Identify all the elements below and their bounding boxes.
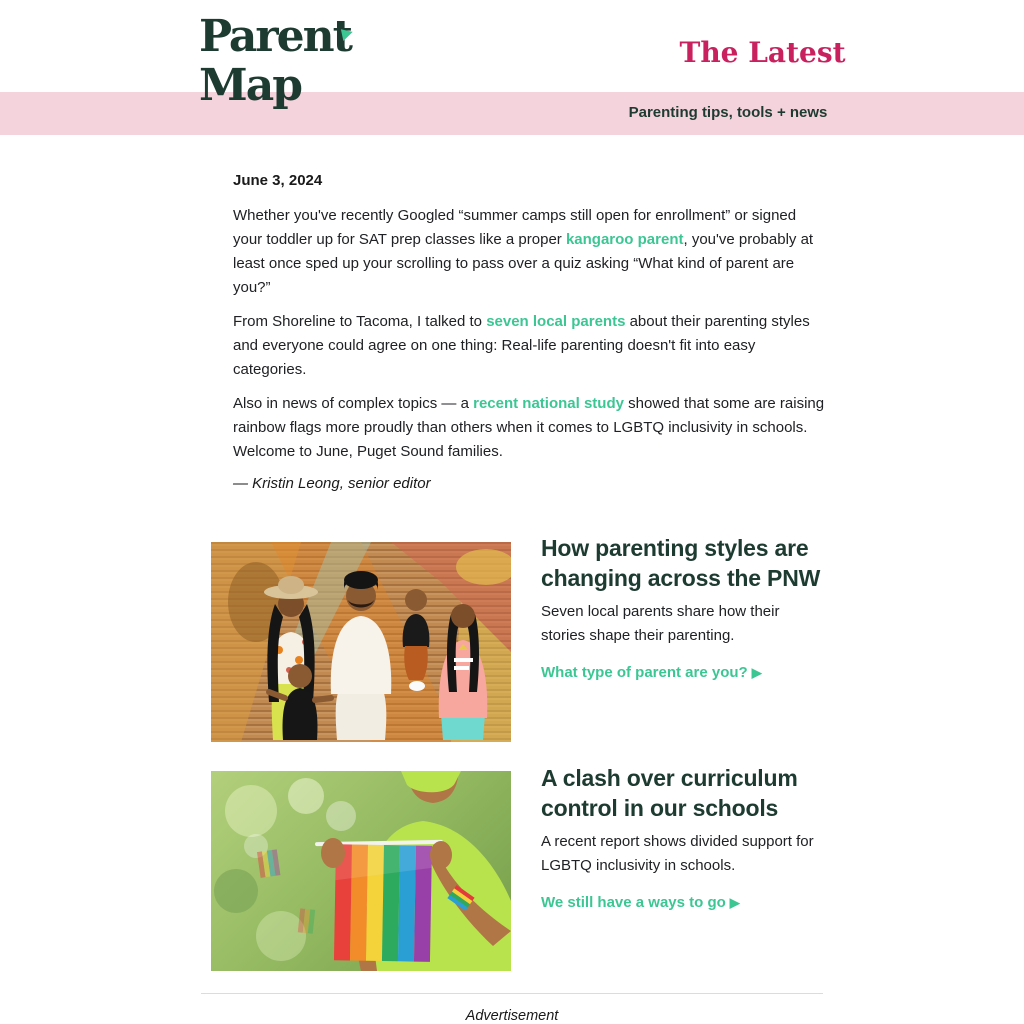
article-2-image-link[interactable] [211, 771, 511, 971]
logo-word-map: Map [199, 60, 301, 111]
logo-word-parent: Parent [199, 11, 351, 62]
text-segment: Also in news of complex topics — a [233, 395, 474, 412]
play-arrow-icon: ▶ [729, 895, 740, 910]
article-2-title[interactable]: A clash over curriculum control in our schools [541, 765, 798, 821]
article-2-cta-link[interactable] [541, 894, 740, 911]
intro-paragraph-3 [233, 392, 825, 464]
advertisement-label: Advertisement [465, 1008, 559, 1024]
text-segment: Whether you've recently Googled “summer camps still open for enrollment” or signed your toddler up for SAT prep classes like a proper [233, 207, 797, 248]
play-arrow-icon: ▶ [751, 665, 762, 680]
article-1-title[interactable]: How parenting styles are changing across the PNW [541, 535, 821, 591]
inline-text-link[interactable]: seven local parents [486, 313, 626, 330]
article-1-cta-link[interactable] [541, 664, 762, 681]
intro-paragraph-1 [233, 204, 825, 300]
family-photo-illustration [211, 542, 511, 742]
inline-text-link[interactable]: recent national study [473, 395, 624, 412]
article-1-cta-text: What type of parent are you? [541, 664, 748, 681]
inline-text-link[interactable]: kangaroo parent [565, 231, 684, 248]
text-segment: , you've probably at least once sped up your scrolling to pass over a quiz asking “What kind of parent are you?” [233, 231, 814, 296]
article-1-image-link[interactable] [211, 542, 511, 742]
text-segment: showed that some are raising rainbow flags more proudly than others when it comes to LGBTQ inclusivity in schools. Welcome to June, Puget Sound families. [233, 395, 825, 460]
text-segment: From Shoreline to Tacoma, I talked to [233, 313, 487, 330]
article-1-description: Seven local parents share how their stories shape their parenting. [541, 603, 780, 644]
newsletter-title: The Latest [679, 36, 846, 69]
pride-flag-photo-illustration [211, 771, 511, 971]
text-segment: about their parenting styles and everyone could agree on one thing: Real-life parenting doesn't fit into easy categories. [233, 313, 810, 378]
issue-date: June 3, 2024 [233, 172, 323, 189]
article-2-description: A recent report shows divided support for LGBTQ inclusivity in schools. [541, 833, 814, 874]
logo-triangle-icon [341, 27, 354, 41]
parentmap-logo[interactable] [199, 12, 351, 110]
intro-paragraph-2 [233, 310, 825, 382]
child-holding-pride-flag-photo [211, 771, 511, 971]
article-2-cta-text: We still have a ways to go [541, 894, 726, 911]
newsletter-tagline: Parenting tips, tools + news [628, 104, 828, 121]
family-in-front-of-mural-photo [211, 542, 511, 742]
article-1-card [541, 533, 825, 682]
footer-divider [201, 993, 823, 994]
editor-byline: — Kristin Leong, senior editor [233, 475, 431, 492]
article-2-card [541, 763, 825, 912]
